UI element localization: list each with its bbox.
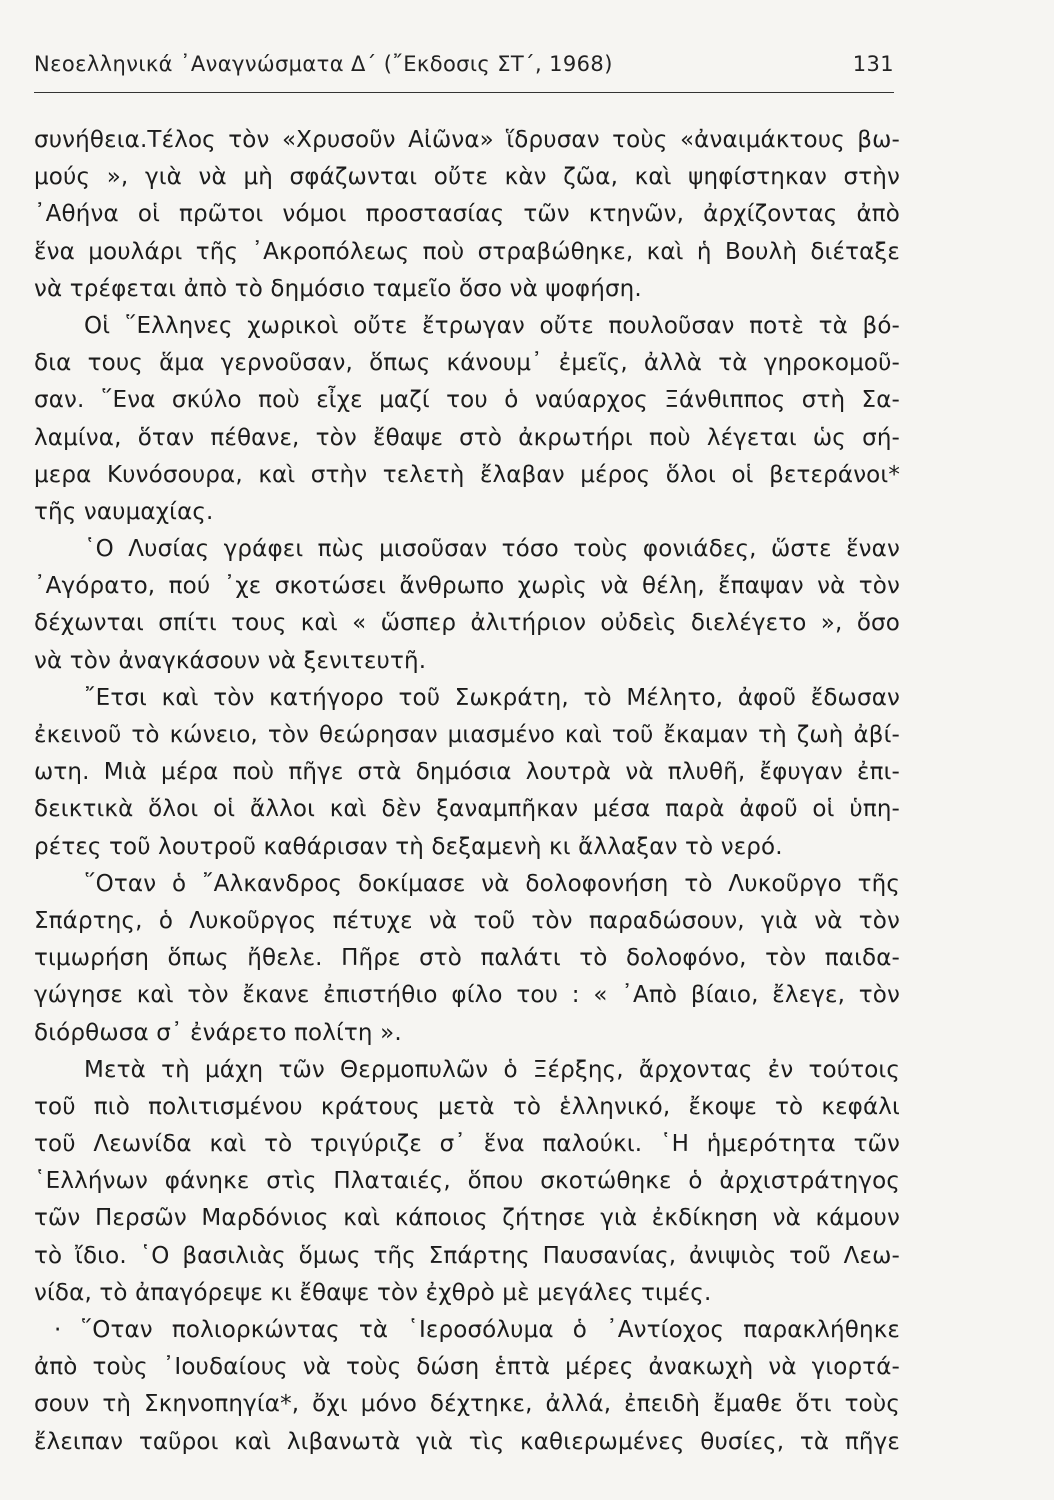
text-line: ᾿Αγόρατο, πού ᾿χε σκοτώσει ἄνθρωπο χωρὶς νὰ θέλη, ἔπαψαν νὰ τὸν (34, 573, 900, 600)
running-title: Νεοελληνικά ᾿Αναγνώσματα Δ΄ (῎Εκδοσις ΣΤ΄, 1968) (34, 52, 613, 76)
text-line: ῞Οταν ὁ ῎Αλκανδρος δοκίμασε νὰ δολοφονήση τὸ Λυκοῦργο τῆς (84, 870, 900, 897)
text-line: ἔλειπαν ταῦροι καὶ λιβανωτὰ γιὰ τὶς καθιερωμένες θυσίες, τὰ πῆγε (34, 1428, 900, 1455)
page-number: 131 (852, 52, 894, 76)
text-line: Σπάρτης, ὁ Λυκοῦργος πέτυχε νὰ τοῦ τὸν παραδώσουν, γιὰ νὰ τὸν (34, 907, 900, 934)
text-line: ῎Ετσι καὶ τὸν κατήγορο τοῦ Σωκράτη, τὸ Μέλητο, ἀφοῦ ἔδωσαν (84, 684, 900, 711)
body-text (34, 122, 900, 1461)
text-line: λαμίνα, ὅταν πέθανε, τὸν ἔθαψε στὸ ἀκρωτήρι ποὺ λέγεται ὡς σή- (34, 424, 900, 451)
text-line: δεικτικὰ ὅλοι οἱ ἄλλοι καὶ δὲν ξαναμπῆκαν μέσα παρὰ ἀφοῦ οἱ ὑπη- (34, 796, 900, 823)
text-line: διόρθωσα σ᾿ ἐνάρετο πολίτη ». (34, 1019, 402, 1046)
text-line: σαν. ῞Ενα σκύλο ποὺ εἶχε μαζί του ὁ ναύαρχος Ξάνθιππος στὴ Σα- (34, 387, 900, 414)
text-line: Οἱ ῞Ελληνες χωρικοὶ οὔτε ἔτρωγαν οὔτε πουλοῦσαν ποτὲ τὰ βό- (84, 312, 900, 339)
text-line: ῾Ο Λυσίας γράφει πὼς μισοῦσαν τόσο τοὺς φονιάδες, ὥστε ἕναν (84, 536, 900, 563)
text-line: τοῦ Λεωνίδα καὶ τὸ τριγύριζε σ᾿ ἕνα παλούκι. ῾Η ἡμερότητα τῶν (34, 1131, 900, 1158)
text-line: νὰ τρέφεται ἀπὸ τὸ δημόσιο ταμεῖο ὅσο νὰ ψοφήση. (34, 275, 642, 302)
text-line: συνήθεια.Τέλος τὸν «Χρυσοῦν Αἰῶνα» ἵδρυσαν τοὺς «ἀναιμάκτους βω- (34, 127, 900, 153)
text-line: · ῞Οταν πολιορκώντας τὰ ῾Ιεροσόλυμα ὁ ᾿Αντίοχος παρακλήθηκε (54, 1317, 900, 1343)
text-line: ῾Ελλήνων φάνηκε στὶς Πλαταιές, ὅπου σκοτώθηκε ὁ ἀρχιστράτηγος (34, 1168, 900, 1195)
text-line: μούς », γιὰ νὰ μὴ σφάζωνται οὔτε κὰν ζῶα, καὶ ψηφίστηκαν στὴν (34, 164, 900, 191)
header-rule (34, 92, 894, 93)
text-line: ρέτες τοῦ λουτροῦ καθάρισαν τὴ δεξαμενὴ κι ἄλλαξαν τὸ νερό. (34, 833, 783, 860)
text-line: ᾿Αθήνα οἱ πρῶτοι νόμοι προστασίας τῶν κτηνῶν, ἀρχίζοντας ἀπὸ (34, 201, 900, 228)
text-line: νὰ τὸν ἀναγκάσουν νὰ ξενιτευτῆ. (34, 647, 427, 674)
text-line: γώγησε καὶ τὸν ἔκανε ἐπιστήθιο φίλο του : « ᾿Απὸ βίαιο, ἔλεγε, τὸν (34, 982, 900, 1009)
text-line: τῆς ναυμαχίας. (34, 498, 214, 525)
text-line: νίδα, τὸ ἀπαγόρεψε κι ἔθαψε τὸν ἐχθρὸ μὲ μεγάλες τιμές. (34, 1279, 712, 1306)
text-line: σουν τὴ Σκηνοπηγία*, ὄχι μόνο δέχτηκε, ἀλλά, ἐπειδὴ ἔμαθε ὅτι τοὺς (34, 1391, 900, 1418)
text-line: ωτη. Μιὰ μέρα ποὺ πῆγε στὰ δημόσια λουτρὰ νὰ πλυθῆ, ἔφυγαν ἐπι- (34, 759, 900, 786)
text-line: δια τους ἅμα γερνοῦσαν, ὅπως κάνουμ᾿ ἐμεῖς, ἀλλὰ τὰ γηροκομοῦ- (34, 350, 900, 377)
running-head (34, 52, 894, 88)
text-line: δέχωνται σπίτι τους καὶ « ὥσπερ ἀλιτήριον οὐδεὶς διελέγετο », ὅσο (34, 610, 900, 637)
text-line: ἐκεινοῦ τὸ κώνειο, τὸν θεώρησαν μιασμένο καὶ τοῦ ἔκαμαν τὴ ζωὴ ἀβί- (34, 722, 900, 748)
text-line: τιμωρήση ὅπως ἤθελε. Πῆρε στὸ παλάτι τὸ δολοφόνο, τὸν παιδα- (34, 945, 900, 972)
text-line: τὸ ἴδιο. ῾Ο βασιλιὰς ὅμως τῆς Σπάρτης Παυσανίας, ἀνιψιὸς τοῦ Λεω- (34, 1242, 900, 1269)
text-line: τοῦ πιὸ πολιτισμένου κράτους μετὰ τὸ ἑλληνικό, ἔκοψε τὸ κεφάλι (34, 1093, 900, 1120)
text-line: τῶν Περσῶν Μαρδόνιος καὶ κάποιος ζήτησε γιὰ ἐκδίκηση νὰ κάμουν (34, 1205, 900, 1232)
text-line: μερα Κυνόσουρα, καὶ στὴν τελετὴ ἔλαβαν μέρος ὅλοι οἱ βετεράνοι* (34, 461, 900, 488)
text-line: ἕνα μουλάρι τῆς ᾿Ακροπόλεως ποὺ στραβώθηκε, καὶ ἡ Βουλὴ διέταξε (34, 238, 900, 265)
text-line: Μετὰ τὴ μάχη τῶν Θερμοπυλῶν ὁ Ξέρξης, ἄρχοντας ἐν τούτοις (84, 1056, 900, 1083)
text-line: ἀπὸ τοὺς ᾿Ιουδαίους νὰ τοὺς δώση ἑπτὰ μέρες ἀνακωχὴ νὰ γιορτά- (34, 1354, 900, 1381)
